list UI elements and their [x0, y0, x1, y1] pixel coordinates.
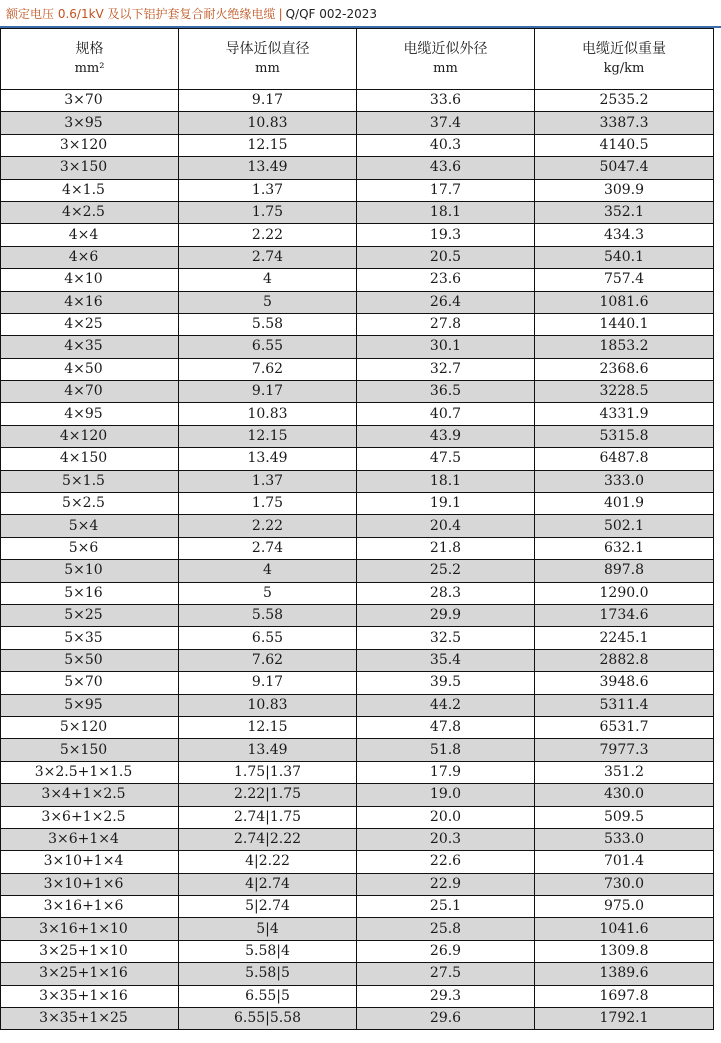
cell-outer-diameter: 27.8 [357, 313, 535, 335]
cell-spec: 4×6 [1, 246, 179, 268]
table-row [1, 291, 714, 313]
cell-spec: 3×6+1×2.5 [1, 806, 179, 828]
cell-conductor-diameter: 4 [179, 560, 357, 582]
cell-outer-diameter: 25.8 [357, 918, 535, 940]
cell-weight: 897.8 [535, 560, 714, 582]
cell-spec: 3×4+1×2.5 [1, 784, 179, 806]
cell-conductor-diameter: 7.62 [179, 649, 357, 671]
cell-weight: 2368.6 [535, 358, 714, 380]
cell-outer-diameter: 47.8 [357, 716, 535, 738]
cell-conductor-diameter: 9.17 [179, 381, 357, 403]
cell-spec: 5×10 [1, 560, 179, 582]
cell-conductor-diameter: 4 [179, 269, 357, 291]
cell-conductor-diameter: 4|2.22 [179, 851, 357, 873]
cell-outer-diameter: 30.1 [357, 336, 535, 358]
cell-spec: 4×50 [1, 358, 179, 380]
cell-weight: 1041.6 [535, 918, 714, 940]
column-unit: mm [433, 61, 458, 76]
cell-spec: 3×10+1×4 [1, 851, 179, 873]
cell-outer-diameter: 29.9 [357, 604, 535, 626]
cell-weight: 1440.1 [535, 313, 714, 335]
table-row [1, 627, 714, 649]
cell-spec: 5×150 [1, 739, 179, 761]
cell-outer-diameter: 27.5 [357, 963, 535, 985]
cell-spec: 3×25+1×10 [1, 940, 179, 962]
cell-weight: 352.1 [535, 201, 714, 223]
cell-spec: 3×25+1×16 [1, 963, 179, 985]
cell-conductor-diameter: 4|2.74 [179, 873, 357, 895]
cell-spec: 5×2.5 [1, 493, 179, 515]
cell-spec: 3×16+1×6 [1, 896, 179, 918]
cell-spec: 5×16 [1, 582, 179, 604]
cell-conductor-diameter: 5|2.74 [179, 896, 357, 918]
cell-conductor-diameter: 2.22 [179, 515, 357, 537]
table-row [1, 403, 714, 425]
cell-spec: 5×120 [1, 716, 179, 738]
cell-outer-diameter: 19.0 [357, 784, 535, 806]
cell-conductor-diameter: 7.62 [179, 358, 357, 380]
column-unit: mm² [74, 61, 105, 76]
table-row [1, 761, 714, 783]
cell-conductor-diameter: 1.75|1.37 [179, 761, 357, 783]
cell-spec: 4×70 [1, 381, 179, 403]
cell-weight: 1792.1 [535, 1008, 714, 1030]
cell-outer-diameter: 18.1 [357, 470, 535, 492]
cell-spec: 5×25 [1, 604, 179, 626]
table-row [1, 470, 714, 492]
cell-conductor-diameter: 5.58|4 [179, 940, 357, 962]
document-header [6, 4, 377, 24]
table-row [1, 224, 714, 246]
cell-outer-diameter: 36.5 [357, 381, 535, 403]
column-unit: mm [255, 61, 280, 76]
table-row [1, 515, 714, 537]
cell-weight: 1290.0 [535, 582, 714, 604]
table-row [1, 313, 714, 335]
cell-outer-diameter: 26.4 [357, 291, 535, 313]
cell-conductor-diameter: 1.37 [179, 470, 357, 492]
cell-spec: 3×95 [1, 112, 179, 134]
cell-conductor-diameter: 6.55|5 [179, 985, 357, 1007]
cell-weight: 401.9 [535, 493, 714, 515]
table-row [1, 828, 714, 850]
cell-spec: 5×95 [1, 694, 179, 716]
cell-weight: 430.0 [535, 784, 714, 806]
cell-spec: 3×2.5+1×1.5 [1, 761, 179, 783]
cell-outer-diameter: 47.5 [357, 448, 535, 470]
table-row [1, 694, 714, 716]
cell-weight: 2245.1 [535, 627, 714, 649]
cell-conductor-diameter: 5 [179, 582, 357, 604]
cell-conductor-diameter: 13.49 [179, 739, 357, 761]
cell-outer-diameter: 29.6 [357, 1008, 535, 1030]
cell-conductor-diameter: 9.17 [179, 672, 357, 694]
cell-conductor-diameter: 5.58 [179, 313, 357, 335]
cell-spec: 3×6+1×4 [1, 828, 179, 850]
cell-conductor-diameter: 2.22|1.75 [179, 784, 357, 806]
table-row [1, 246, 714, 268]
table-row [1, 560, 714, 582]
table-row [1, 134, 714, 156]
cell-weight: 509.5 [535, 806, 714, 828]
cell-outer-diameter: 21.8 [357, 537, 535, 559]
cell-spec: 4×150 [1, 448, 179, 470]
table-row [1, 985, 714, 1007]
cell-outer-diameter: 39.5 [357, 672, 535, 694]
cell-outer-diameter: 44.2 [357, 694, 535, 716]
cell-outer-diameter: 29.3 [357, 985, 535, 1007]
column-label: 电缆近似重量 [582, 41, 666, 57]
cell-spec: 4×95 [1, 403, 179, 425]
cell-weight: 2882.8 [535, 649, 714, 671]
cell-conductor-diameter: 5|4 [179, 918, 357, 940]
cell-outer-diameter: 19.1 [357, 493, 535, 515]
cell-outer-diameter: 40.7 [357, 403, 535, 425]
cell-outer-diameter: 40.3 [357, 134, 535, 156]
cell-outer-diameter: 32.7 [357, 358, 535, 380]
cell-conductor-diameter: 13.49 [179, 157, 357, 179]
cell-conductor-diameter: 2.22 [179, 224, 357, 246]
table-row [1, 493, 714, 515]
cell-spec: 3×16+1×10 [1, 918, 179, 940]
table-row [1, 739, 714, 761]
cell-spec: 5×70 [1, 672, 179, 694]
cell-conductor-diameter: 6.55 [179, 336, 357, 358]
cell-weight: 5311.4 [535, 694, 714, 716]
cell-conductor-diameter: 12.15 [179, 425, 357, 447]
cell-weight: 502.1 [535, 515, 714, 537]
column-header-conductor-diameter [179, 29, 357, 90]
cell-weight: 533.0 [535, 828, 714, 850]
cell-weight: 3228.5 [535, 381, 714, 403]
table-row [1, 90, 714, 112]
cell-outer-diameter: 25.2 [357, 560, 535, 582]
cell-spec: 3×10+1×6 [1, 873, 179, 895]
cell-outer-diameter: 25.1 [357, 896, 535, 918]
cell-conductor-diameter: 2.74 [179, 246, 357, 268]
cell-weight: 5047.4 [535, 157, 714, 179]
column-unit: kg/km [603, 61, 645, 76]
cell-spec: 4×10 [1, 269, 179, 291]
table-row [1, 604, 714, 626]
cell-spec: 3×150 [1, 157, 179, 179]
table-row [1, 582, 714, 604]
cell-spec: 3×120 [1, 134, 179, 156]
cell-conductor-diameter: 1.75 [179, 201, 357, 223]
table-row [1, 918, 714, 940]
column-header-outer-diameter [357, 29, 535, 90]
cell-weight: 1853.2 [535, 336, 714, 358]
cell-conductor-diameter: 10.83 [179, 694, 357, 716]
cell-outer-diameter: 20.3 [357, 828, 535, 850]
cell-weight: 1697.8 [535, 985, 714, 1007]
cell-spec: 4×16 [1, 291, 179, 313]
table-body [1, 90, 714, 1030]
cell-spec: 4×4 [1, 224, 179, 246]
cell-weight: 4140.5 [535, 134, 714, 156]
cell-weight: 3948.6 [535, 672, 714, 694]
column-label: 电缆近似外径 [403, 41, 488, 57]
cell-outer-diameter: 43.9 [357, 425, 535, 447]
cell-spec: 5×1.5 [1, 470, 179, 492]
cell-spec: 4×35 [1, 336, 179, 358]
cell-spec: 5×6 [1, 537, 179, 559]
cell-outer-diameter: 17.7 [357, 179, 535, 201]
cell-weight: 701.4 [535, 851, 714, 873]
cell-spec: 5×35 [1, 627, 179, 649]
cell-outer-diameter: 18.1 [357, 201, 535, 223]
cell-weight: 434.3 [535, 224, 714, 246]
table-row [1, 425, 714, 447]
cell-weight: 3387.3 [535, 112, 714, 134]
cell-weight: 1734.6 [535, 604, 714, 626]
cell-weight: 540.1 [535, 246, 714, 268]
cell-conductor-diameter: 5.58|5 [179, 963, 357, 985]
cell-outer-diameter: 51.8 [357, 739, 535, 761]
cell-conductor-diameter: 1.75 [179, 493, 357, 515]
cell-outer-diameter: 19.3 [357, 224, 535, 246]
table-row [1, 806, 714, 828]
table-row [1, 649, 714, 671]
cell-weight: 1081.6 [535, 291, 714, 313]
cell-conductor-diameter: 2.74 [179, 537, 357, 559]
cell-conductor-diameter: 12.15 [179, 134, 357, 156]
table-row [1, 179, 714, 201]
table-row [1, 537, 714, 559]
cell-outer-diameter: 32.5 [357, 627, 535, 649]
table-row [1, 358, 714, 380]
cell-weight: 333.0 [535, 470, 714, 492]
cell-spec: 5×50 [1, 649, 179, 671]
table-header-row [1, 29, 714, 90]
cell-outer-diameter: 33.6 [357, 90, 535, 112]
cell-spec: 3×35+1×16 [1, 985, 179, 1007]
table-row [1, 1008, 714, 1030]
cell-weight: 4331.9 [535, 403, 714, 425]
cell-weight: 975.0 [535, 896, 714, 918]
cell-conductor-diameter: 6.55|5.58 [179, 1008, 357, 1030]
cell-conductor-diameter: 5 [179, 291, 357, 313]
cell-conductor-diameter: 10.83 [179, 403, 357, 425]
cell-outer-diameter: 20.0 [357, 806, 535, 828]
table-row [1, 873, 714, 895]
column-header-spec [1, 29, 179, 90]
cell-weight: 632.1 [535, 537, 714, 559]
cable-spec-table [0, 28, 714, 1030]
cell-conductor-diameter: 1.37 [179, 179, 357, 201]
cell-conductor-diameter: 2.74|2.22 [179, 828, 357, 850]
cell-conductor-diameter: 5.58 [179, 604, 357, 626]
cell-weight: 6487.8 [535, 448, 714, 470]
cell-outer-diameter: 20.5 [357, 246, 535, 268]
standard-code: Q/QF 002-2023 [285, 7, 378, 21]
cell-outer-diameter: 17.9 [357, 761, 535, 783]
cell-spec: 3×70 [1, 90, 179, 112]
table-row [1, 381, 714, 403]
document-title: 额定电压 0.6/1kV 及以下铝护套复合耐火绝缘电缆 [6, 7, 276, 21]
cell-weight: 5315.8 [535, 425, 714, 447]
cell-weight: 730.0 [535, 873, 714, 895]
cell-weight: 1309.8 [535, 940, 714, 962]
cell-conductor-diameter: 2.74|1.75 [179, 806, 357, 828]
cell-weight: 7977.3 [535, 739, 714, 761]
table-row [1, 940, 714, 962]
cell-conductor-diameter: 13.49 [179, 448, 357, 470]
table-row [1, 448, 714, 470]
header-separator: | [278, 7, 283, 21]
cell-spec: 5×4 [1, 515, 179, 537]
table-row [1, 269, 714, 291]
table-row [1, 201, 714, 223]
cell-outer-diameter: 22.9 [357, 873, 535, 895]
table-row [1, 157, 714, 179]
cell-weight: 6531.7 [535, 716, 714, 738]
cell-spec: 3×35+1×25 [1, 1008, 179, 1030]
table-row [1, 784, 714, 806]
cell-weight: 757.4 [535, 269, 714, 291]
cell-outer-diameter: 43.6 [357, 157, 535, 179]
cell-spec: 4×25 [1, 313, 179, 335]
table-row [1, 112, 714, 134]
cell-outer-diameter: 22.6 [357, 851, 535, 873]
cell-weight: 351.2 [535, 761, 714, 783]
cell-weight: 2535.2 [535, 90, 714, 112]
column-label: 导体近似直径 [225, 41, 310, 57]
table-row [1, 336, 714, 358]
column-label: 规格 [75, 41, 104, 57]
table-row [1, 716, 714, 738]
cell-outer-diameter: 26.9 [357, 940, 535, 962]
cell-outer-diameter: 35.4 [357, 649, 535, 671]
cell-conductor-diameter: 6.55 [179, 627, 357, 649]
cell-outer-diameter: 20.4 [357, 515, 535, 537]
table-row [1, 672, 714, 694]
cell-weight: 309.9 [535, 179, 714, 201]
cell-spec: 4×2.5 [1, 201, 179, 223]
cell-outer-diameter: 23.6 [357, 269, 535, 291]
cell-spec: 4×1.5 [1, 179, 179, 201]
cell-spec: 4×120 [1, 425, 179, 447]
cell-conductor-diameter: 9.17 [179, 90, 357, 112]
column-header-weight [535, 29, 714, 90]
cell-outer-diameter: 28.3 [357, 582, 535, 604]
table-row [1, 896, 714, 918]
table-row [1, 851, 714, 873]
table-row [1, 963, 714, 985]
cell-conductor-diameter: 10.83 [179, 112, 357, 134]
cell-conductor-diameter: 12.15 [179, 716, 357, 738]
cell-outer-diameter: 37.4 [357, 112, 535, 134]
cell-weight: 1389.6 [535, 963, 714, 985]
